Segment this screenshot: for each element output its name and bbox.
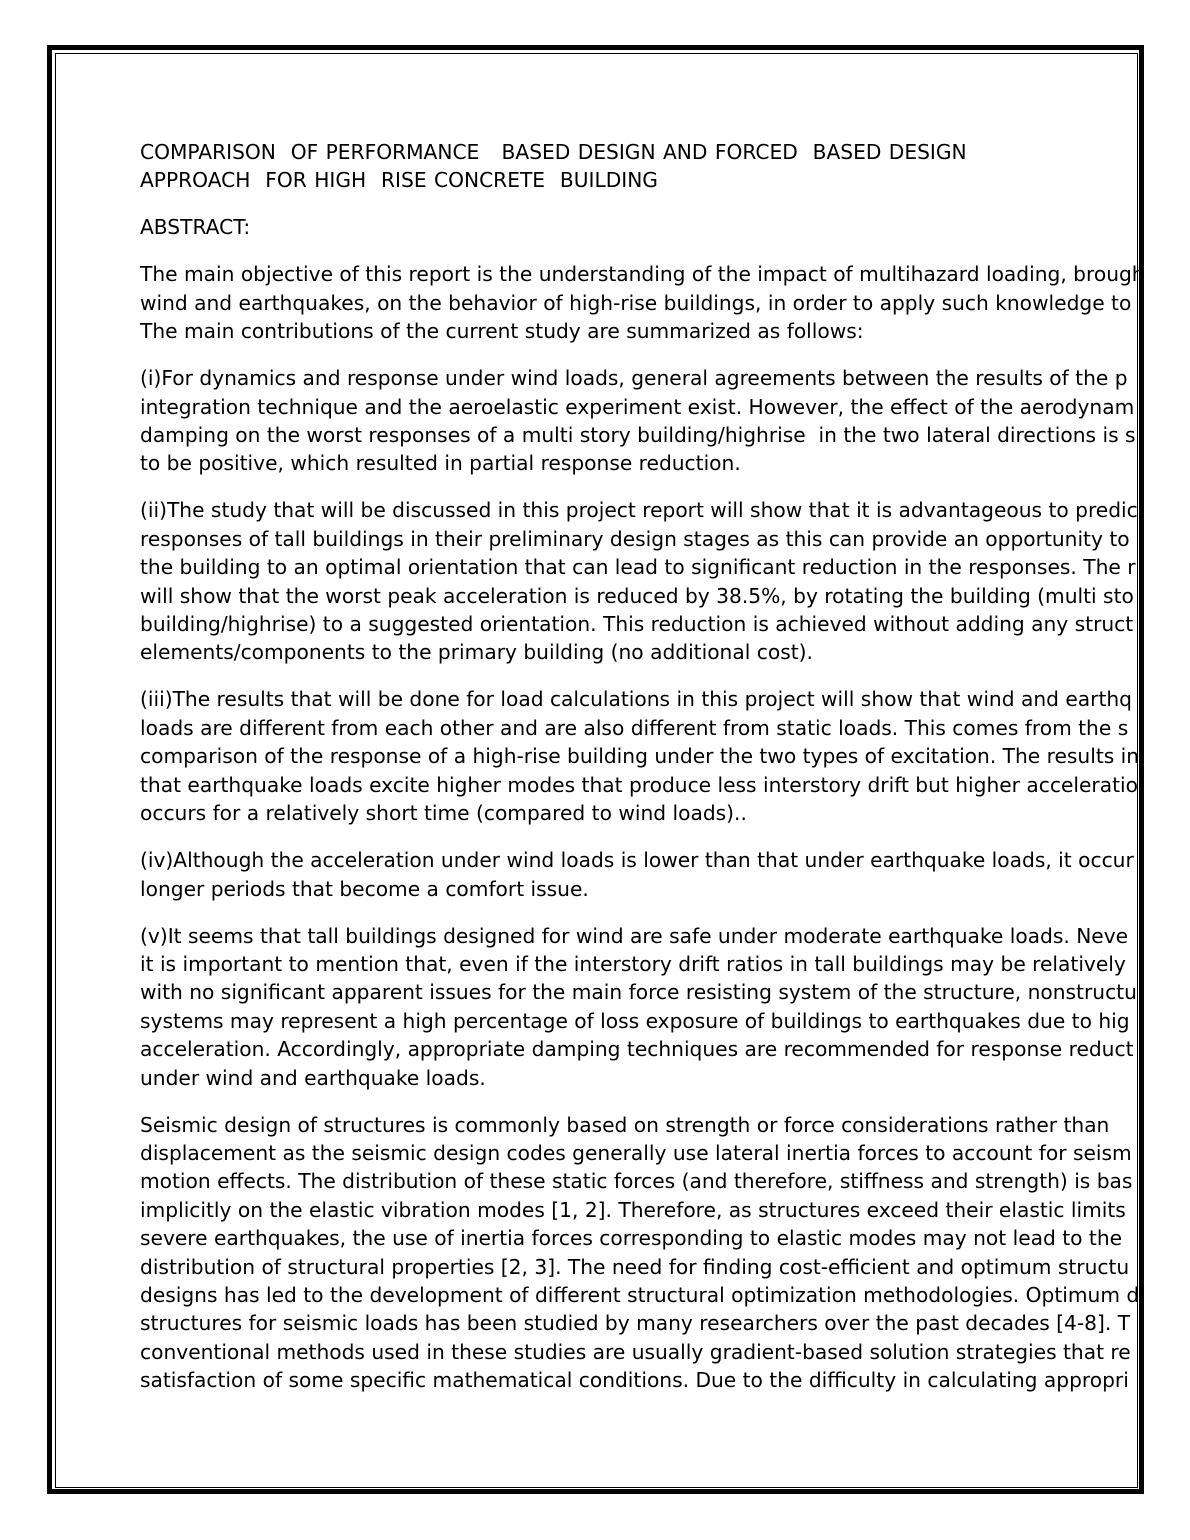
text-line: systems may represent a high percentage of loss exposure of buildings to earthquakes due to hig	[140, 1008, 1130, 1033]
paragraph-point-ii	[140, 496, 1190, 666]
text-line: distribution of structural properties [2, 3]. The need for finding cost-efficient and optimum structu	[140, 1254, 1130, 1279]
text-line: it is important to mention that, even if the interstory drift ratios in tall buildings may be relatively	[140, 951, 1126, 976]
text-line: with no significant apparent issues for the main force resisting system of the structure, nonstructu	[140, 980, 1137, 1005]
text-line: structures for seismic loads has been studied by many researchers over the past decades [4-8]. T	[140, 1311, 1131, 1336]
text-line: (iv)Although the acceleration under wind loads is lower than that under earthquake loads, it occur	[140, 848, 1134, 873]
text-line: motion effects. The distribution of these static forces (and therefore, stiffness and strength) is bas	[140, 1169, 1133, 1194]
text-line: conventional methods used in these studies are usually gradient-based solution strategies that re	[140, 1339, 1131, 1364]
text-line: (iii)The results that will be done for load calculations in this project will show that wind and earthq	[140, 687, 1132, 712]
text-line: (ii)The study that will be discussed in this project report will show that it is advantageous to predic	[140, 498, 1138, 523]
text-line: damping on the worst responses of a multi story building/highrise in the two lateral directions is s	[140, 423, 1136, 448]
document-body	[140, 138, 1190, 1413]
text-line: acceleration. Accordingly, appropriate damping techniques are recommended for response reduct	[140, 1037, 1134, 1062]
text-line: wind and earthquakes, on the behavior of high-rise buildings, in order to apply such knowledge to	[140, 290, 1132, 315]
text-line: will show that the worst peak acceleration is reduced by 38.5%, by rotating the building (multi sto	[140, 583, 1134, 608]
text-line: comparison of the response of a high-rise building under the two types of excitation. The results in	[140, 744, 1140, 769]
document-title	[140, 138, 1190, 195]
text-line: that earthquake loads excite higher modes that produce less interstory drift but higher acceleratio	[140, 772, 1138, 797]
text-line: elements/components to the primary building (no additional cost).	[140, 640, 813, 665]
text-line: designs has led to the development of different structural optimization methodologies. Optimum d	[140, 1282, 1140, 1307]
text-line: occurs for a relatively short time (compared to wind loads)..	[140, 801, 747, 826]
text-line: building/highrise) to a suggested orientation. This reduction is achieved without adding any struct	[140, 612, 1134, 637]
text-line: (i)For dynamics and response under wind loads, general agreements between the results of the p	[140, 366, 1128, 391]
paragraph-point-v	[140, 922, 1190, 1092]
text-line: the building to an optimal orientation that can lead to significant reduction in the responses. The r	[140, 555, 1136, 580]
text-line: The main objective of this report is the understanding of the impact of multihazard loading, brough	[140, 262, 1145, 287]
text-line: integration technique and the aeroelastic experiment exist. However, the effect of the aerodynam	[140, 394, 1135, 419]
text-line: under wind and earthquake loads.	[140, 1065, 486, 1090]
text-line: responses of tall buildings in their preliminary design stages as this can provide an opportunity to	[140, 526, 1130, 551]
text-line: The main contributions of the current study are summarized as follows:	[140, 319, 864, 344]
text-line: longer periods that become a comfort issue.	[140, 876, 589, 901]
text-line: satisfaction of some specific mathematical conditions. Due to the difficulty in calculating appropri	[140, 1368, 1129, 1393]
paragraph-intro	[140, 260, 1190, 345]
text-line: displacement as the seismic design codes generally use lateral inertia forces to account for seism	[140, 1140, 1132, 1165]
title-line: COMPARISON OF PERFORMANCE BASED DESIGN AND FORCED BASED DESIGN	[140, 140, 967, 164]
paragraph-point-iv	[140, 846, 1190, 903]
title-line: APPROACH FOR HIGH RISE CONCRETE BUILDING	[140, 168, 658, 193]
text-line: severe earthquakes, the use of inertia forces corresponding to elastic modes may not lead to the	[140, 1226, 1123, 1251]
text-line: Seismic design of structures is commonly based on strength or force considerations rather than	[140, 1112, 1110, 1137]
text-line: implicitly on the elastic vibration modes [1, 2]. Therefore, as structures exceed their elastic limits	[140, 1197, 1126, 1222]
abstract-heading: ABSTRACT:	[140, 215, 251, 240]
paragraph-point-iii	[140, 685, 1190, 827]
text-line: to be positive, which resulted in partial response reduction.	[140, 451, 741, 476]
text-line: loads are different from each other and are also different from static loads. This comes from the s	[140, 715, 1129, 740]
paragraph-point-i	[140, 364, 1190, 478]
paragraph-seismic-design	[140, 1111, 1190, 1395]
text-line: (v)It seems that tall buildings designed for wind are safe under moderate earthquake loads. Neve	[140, 923, 1129, 948]
